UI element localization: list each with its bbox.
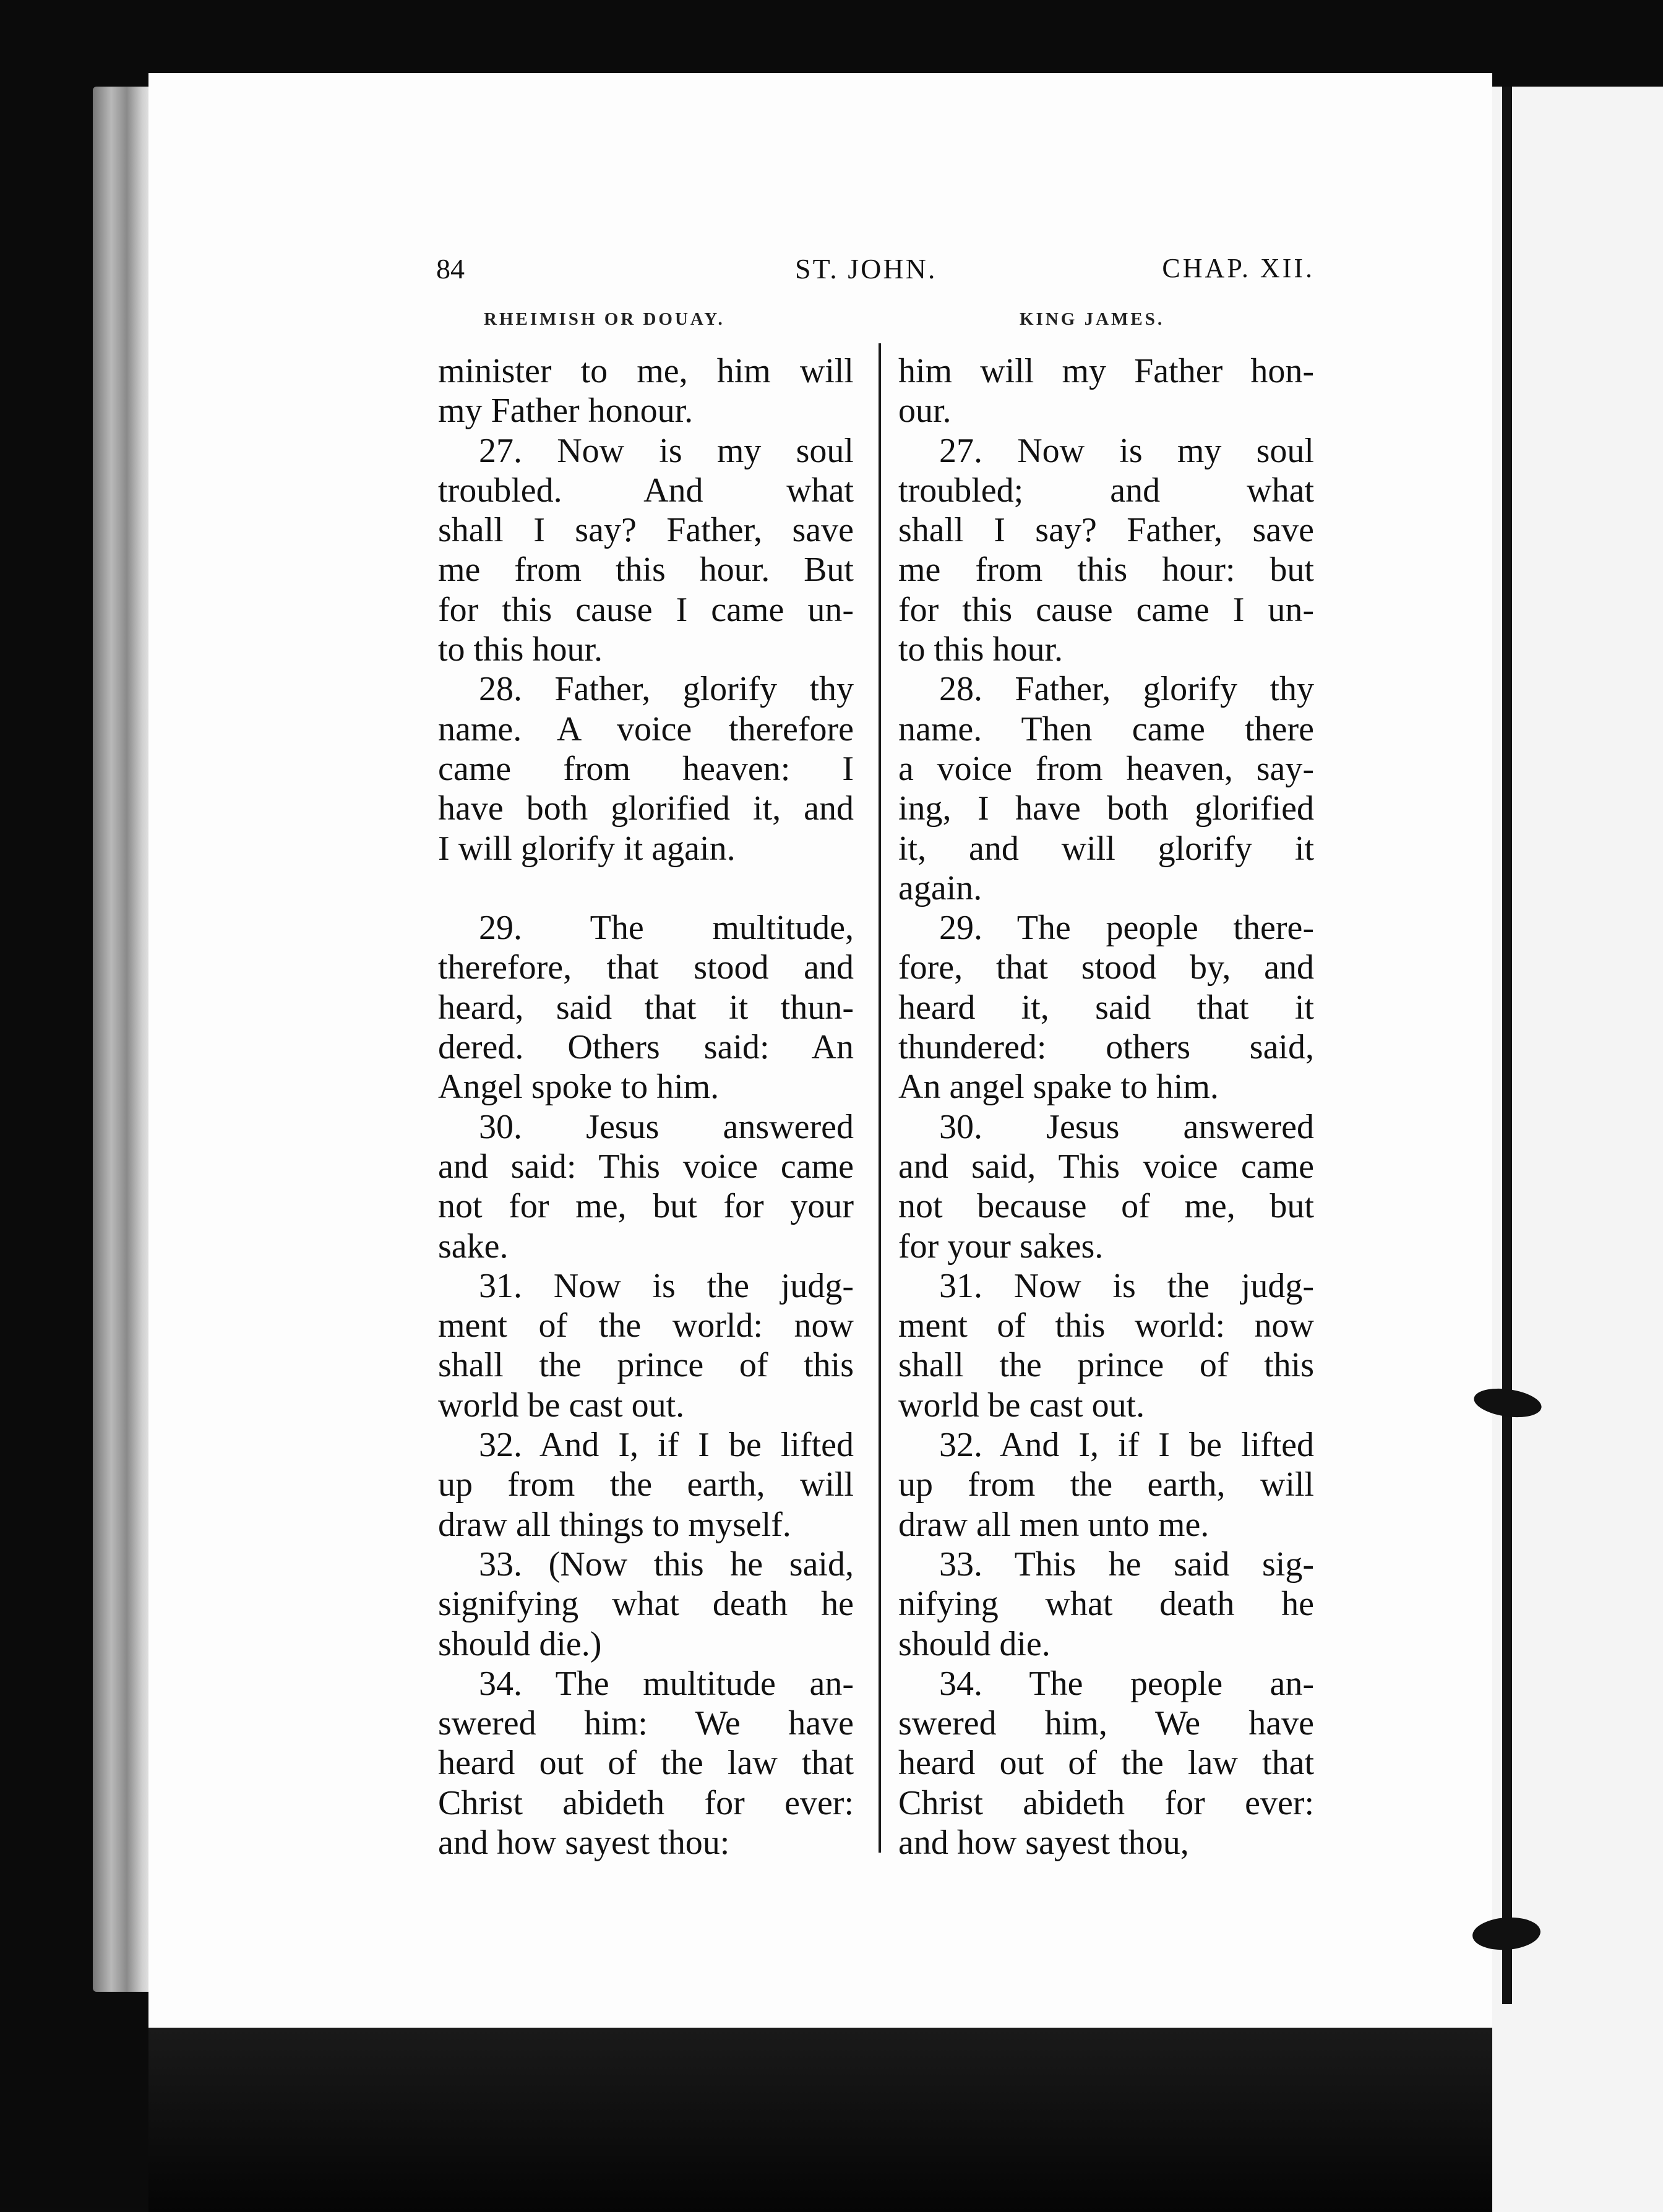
text-line: troubled; and what [898,471,1314,510]
text-line: thundered: others said, [898,1028,1314,1067]
text-line: for your sakes. [898,1227,1104,1266]
running-title: ST. JOHN. [795,253,937,285]
text-line: up from the earth, will [898,1465,1314,1504]
text-line: 29. The people there- [939,909,1314,948]
blank-line [438,868,854,908]
text-line: I will glorify it again. [438,829,736,868]
text-line: signifying what death he [438,1585,854,1624]
text-line: An angel spake to him. [898,1068,1219,1107]
text-line: 31. Now is the judg- [939,1266,1314,1305]
text-line: shall I say? Father, save [898,511,1314,550]
scan-background [148,2028,1492,2212]
text-line: Christ abideth for ever: [898,1783,1314,1822]
text-line: 27. Now is my soul [479,431,854,470]
text-line: draw all men unto me. [898,1505,1210,1544]
text-line: to this hour. [438,630,603,669]
text-line: heard out of the law that [898,1744,1314,1783]
text-line: name. A voice therefore [438,709,854,748]
text-line: came from heaven: I [438,749,854,788]
text-line: draw all things to myself. [438,1505,791,1544]
text-line: me from this hour. But [438,551,854,589]
text-line: 34. The multitude an- [479,1664,854,1703]
text-line: should die.) [438,1624,602,1663]
text-line: shall the prince of this [898,1346,1314,1385]
text-line: 28. Father, glorify thy [939,670,1314,709]
text-line: and said: This voice came [438,1147,854,1186]
king-james-column [898,351,1314,1863]
text-line: Christ abideth for ever: [438,1783,854,1822]
text-line: world be cast out. [898,1386,1145,1425]
text-line: 33. This he said sig- [939,1545,1314,1584]
text-line: shall the prince of this [438,1346,854,1385]
text-line: and said, This voice came [898,1147,1314,1186]
text-line: for this cause came I un- [898,590,1314,629]
chapter-label: CHAP. XII. [1162,253,1315,283]
text-line: world be cast out. [438,1386,685,1425]
text-line: it, and will glorify it [898,829,1314,868]
text-line: a voice from heaven, say- [898,749,1314,788]
page-number: 84 [436,253,465,285]
text-line: name. Then came there [898,709,1314,748]
text-line: again. [898,868,982,907]
text-line: troubled. And what [438,471,854,510]
text-line: heard it, said that it [898,988,1314,1027]
text-line: nifying what death he [898,1585,1314,1624]
text-line: therefore, that stood and [438,948,854,987]
text-line: dered. Others said: An [438,1028,854,1067]
text-line: fore, that stood by, and [898,948,1314,987]
text-line: ing, I have both glorified [898,789,1314,828]
text-line: 31. Now is the judg- [479,1266,854,1305]
text-line: 30. Jesus answered [479,1107,854,1146]
text-line: minister to me, him will [438,352,854,390]
text-line: Angel spoke to him. [438,1068,720,1107]
text-line: should die. [898,1624,1051,1663]
running-head [436,252,1315,289]
text-line: 27. Now is my soul [939,431,1314,470]
text-line: 29. The multitude, [479,909,854,948]
text-line: to this hour. [898,630,1064,669]
page-stack-edge [93,87,155,1992]
text-line: 28. Father, glorify thy [479,670,854,709]
text-line: swered him, We have [898,1704,1314,1743]
binding-spine [1502,87,1512,2004]
text-line: 34. The people an- [939,1664,1314,1703]
text-line: heard, said that it thun- [438,988,854,1027]
text-line: and how sayest thou: [438,1823,730,1862]
column-heading-king-james: KING JAMES. [1020,309,1165,329]
text-line: for this cause I came un- [438,590,854,629]
text-line: sake. [438,1227,509,1266]
column-divider [879,343,881,1853]
text-line: him will my Father hon- [898,352,1314,390]
text-line: my Father honour. [438,392,694,431]
text-line: up from the earth, will [438,1465,854,1504]
text-line: ment of this world: now [898,1306,1314,1345]
facing-page-edge [1492,87,1663,2212]
text-line: have both glorified it, and [438,789,854,828]
text-line: me from this hour: but [898,551,1314,589]
text-line: not because of me, but [898,1187,1314,1226]
text-line: shall I say? Father, save [438,511,854,550]
text-line: not for me, but for your [438,1187,854,1226]
text-line: 33. (Now this he said, [479,1545,854,1584]
column-heading-douay: RHEIMISH OR DOUAY. [484,309,725,329]
text-line: and how sayest thou, [898,1823,1189,1862]
text-line: ment of the world: now [438,1306,854,1345]
douay-column [438,351,854,1863]
text-line: 32. And I, if I be lifted [939,1426,1314,1465]
text-line: swered him: We have [438,1704,854,1743]
text-line: 32. And I, if I be lifted [479,1426,854,1465]
text-line: heard out of the law that [438,1744,854,1783]
text-line: 30. Jesus answered [939,1107,1314,1146]
text-line: our. [898,392,952,431]
